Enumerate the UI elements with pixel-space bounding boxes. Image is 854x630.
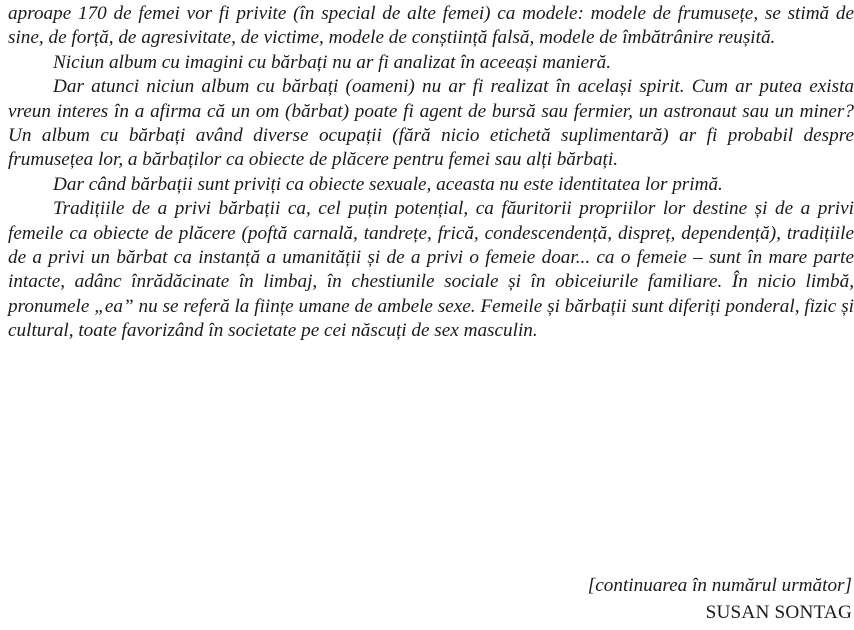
continuation-note: [continuarea în numărul următor] [587, 575, 852, 596]
paragraph-1: aproape 170 de femei vor fi privite (în special de alte femei) ca modele: modele de frumusețe, se stimă de sine, de forță, de agresivitate, de victime, modele de conștiință falsă, modele de îmbătrânire reușită. [8, 3, 854, 49]
article-body [8, 2, 854, 344]
paragraph-2: Niciun album cu imagini cu bărbați nu ar fi analizat în aceeași manieră. [53, 51, 612, 73]
author-signature: SUSAN SONTAG [705, 602, 852, 623]
paragraph-3: Dar atunci niciun album cu bărbați (oameni) nu ar fi realizat în același spirit. Cum ar putea exista vreun interes în a afirma că un om (bărbat) poate fi agent de bursă sau fermier, un astronaut sau un miner? Un album cu bărbați având diverse ocupații (fără nicio etichetă suplimentară) ar fi probabil despre frumusețea lor, a bărbaților ca obiecte de plăcere pentru femei sau alți bărbați. [8, 76, 854, 171]
paragraph-5: Tradițiile de a privi bărbații ca, cel puțin potențial, ca făuritorii propriilor lor destine și de a privi femeile ca obiecte de plăcere (poftă carnală, tandrețe, frică, condescendență, dispreț, dependență), tradițiile de a privi un bărbat ca instanță a umanității și de a privi o femeie doar... ca o femeie – sunt în mare parte intacte, adânc înrădăcinate în limbaj, în chestiunile sociale și în obiceiurile familiare. În nicio limbă, pronumele „ea” nu se referă la ființe umane de ambele sexe. Femeile și bărbații sunt diferiți ponderal, fizic și cultural, toate favorizând în societate pe cei născuți de sex masculin. [8, 198, 854, 342]
paragraph-4: Dar când bărbații sunt priviți ca obiecte sexuale, aceasta nu este identitatea lor primă. [53, 173, 723, 195]
